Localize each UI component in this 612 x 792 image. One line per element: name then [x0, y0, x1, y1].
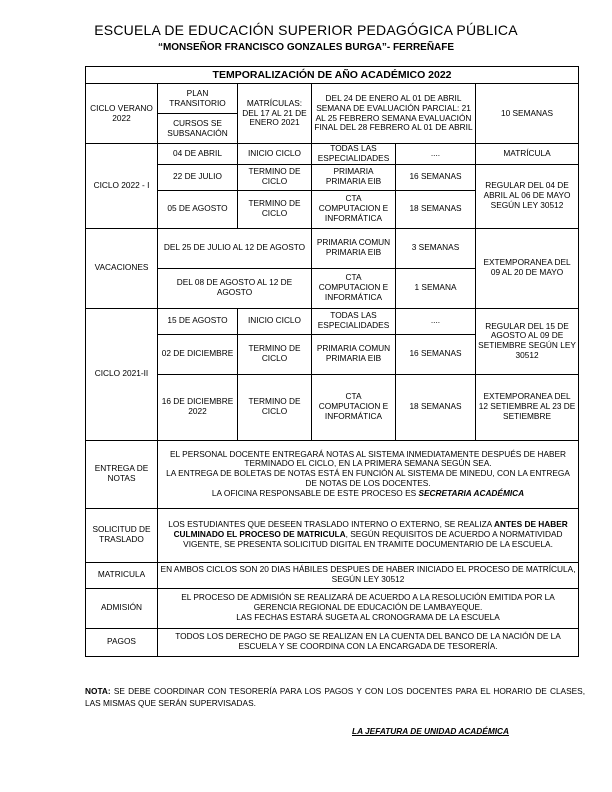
entrega-p3-text: LA OFICINA RESPONSABLE DE ESTE PROCESO ES — [211, 488, 419, 499]
ciclo1-r3-event: TERMINO DE CICLO — [238, 190, 312, 228]
ciclo2-label: CICLO 2021-II — [86, 308, 158, 440]
admision-label: ADMISIÓN — [86, 588, 158, 628]
table-title: TEMPORALIZACIÓN DE AÑO ACADÉMICO 2022 — [86, 67, 579, 84]
admision-p2: LAS FECHAS ESTARÁ SUGETA AL CRONOGRAMA DE LA ESCUELA — [236, 612, 500, 623]
ciclo2-r1-weeks: .... — [396, 308, 476, 334]
matricula-label: MATRICULA — [86, 562, 158, 588]
vacaciones-r2-weeks: 1 SEMANA — [396, 268, 476, 308]
ciclo2-r2-date: 02 DE DICIEMBRE — [158, 334, 238, 374]
admision-text — [158, 588, 579, 628]
ciclo2-r2-prog: PRIMARIA COMUN PRIMARIA EIB — [312, 334, 396, 374]
school-name: “MONSEÑOR FRANCISCO GONZALES BURGA”- FERREÑAFE — [157, 42, 455, 53]
note-text: SE DEBE COORDINAR CON TESORERÍA PARA LOS PAGOS Y CON LOS DOCENTES PARA EL HORARIO DE CLASES, LAS MISMAS QUE SERÁN SUPERVISADAS. — [85, 686, 585, 709]
note-label: NOTA: — [85, 686, 111, 696]
ciclo1-r2-prog: PRIMARIA PRIMARIA EIB — [312, 164, 396, 190]
traslado-t1: LOS ESTUDIANTES QUE DESEEN TRASLADO INTERNO O EXTERNO, SE REALIZA — [168, 519, 495, 530]
ciclo1-r3-weeks: 18 SEMANAS — [396, 190, 476, 228]
vacaciones-r2-date: DEL 08 DE AGOSTO AL 12 DE AGOSTO — [158, 268, 312, 308]
entrega-p1: EL PERSONAL DOCENTE ENTREGARÁ NOTAS AL SISTEMA INMEDIATAMENTE DESPUÉS DE HABER TERMINADO EL CICLO, EN LA PRIMERA SEMANA SEGÚN SEA. — [170, 448, 567, 469]
ciclo2-r2-event: TERMINO DE CICLO — [238, 334, 312, 374]
traslado-bold: ANTES DE HABER CULMINADO EL PROCESO DE MATRICULA — [173, 519, 568, 540]
ciclo2-r2-weeks: 16 SEMANAS — [396, 334, 476, 374]
vacaciones-r1-prog: PRIMARIA COMUN PRIMARIA EIB — [312, 228, 396, 268]
entrega-p3 — [160, 489, 576, 499]
verano-plan: PLAN TRANSITORIO — [158, 84, 238, 114]
school-title: ESCUELA DE EDUCACIÓN SUPERIOR PEDAGÓGICA PÚBLICA — [94, 22, 518, 38]
vacaciones-r1-date: DEL 25 DE JULIO AL 12 DE AGOSTO — [158, 228, 312, 268]
footer-note — [85, 685, 585, 710]
ciclo1-r1-event: INICIO CICLO — [238, 144, 312, 165]
traslado-t2: , SEGÚN REQUISITOS DE ACUERDO A NORMATIVIDAD VIGENTE, SE PRESENTA SOLICITUD DIGITAL EN TRAMITE DOCUMENTARIO DE LA ESCUELA. — [183, 529, 563, 550]
pagos-text: TODOS LOS DERECHO DE PAGO SE REALIZAN EN LA CUENTA DEL BANCO DE LA NACIÓN DE LA ESCUELA Y SE COORDINA CON LA ENCARGADA DE TESORERÍA. — [158, 628, 579, 656]
ciclo2-r1-prog: TODAS LAS ESPECIALIDADES — [312, 308, 396, 334]
traslado-label: SOLICITUD DE TRASLADO — [86, 508, 158, 562]
entrega-text — [158, 440, 579, 508]
admision-p1: EL PROCESO DE ADMISIÓN SE REALIZARÁ DE ACUERDO A LA RESOLUCIÓN EMITIDA POR LA GERENCIA REGIONAL DE EDUCACIÓN DE LAMBAYEQUE. — [181, 592, 555, 613]
entrega-p2: LA ENTREGA DE BOLETAS DE NOTAS ESTÁ EN FUNCIÓN AL SISTEMA DE MINEDU, CON LA ENTREGA DE NOTAS DE LOS DOCENTES. — [166, 468, 570, 489]
verano-weeks: 10 SEMANAS — [476, 84, 579, 144]
ciclo2-right-top: REGULAR DEL 15 DE AGOSTO AL 09 DE SETIEMBRE SEGÚN LEY 30512 — [476, 308, 579, 374]
traslado-text — [158, 508, 579, 562]
ciclo2-r3-weeks: 18 SEMANAS — [396, 374, 476, 440]
ciclo2-r3-prog: CTA COMPUTACION E INFORMÁTICA — [312, 374, 396, 440]
ciclo1-r1-date: 04 DE ABRIL — [158, 144, 238, 165]
vacaciones-r2-prog: CTA COMPUTACION E INFORMÁTICA — [312, 268, 396, 308]
ciclo2-right-bottom: EXTEMPORANEA DEL 12 SETIEMBRE AL 23 DE SETIEMBRE — [476, 374, 579, 440]
ciclo1-r3-prog: CTA COMPUTACION E INFORMÁTICA — [312, 190, 396, 228]
ciclo2-r3-date: 16 DE DICIEMBRE 2022 — [158, 374, 238, 440]
signature: LA JEFATURA DE UNIDAD ACADÉMICA — [352, 726, 510, 736]
ciclo1-label: CICLO 2022 - I — [86, 144, 158, 229]
ciclo1-r2-weeks: 16 SEMANAS — [396, 164, 476, 190]
verano-cursos: CURSOS SE SUBSANACIÓN — [158, 114, 238, 144]
ciclo2-r1-date: 15 DE AGOSTO — [158, 308, 238, 334]
schedule-table — [85, 66, 579, 657]
verano-label: CICLO VERANO 2022 — [86, 84, 158, 144]
verano-dates: DEL 24 DE ENERO AL 01 DE ABRIL SEMANA DE EVALUACIÓN PARCIAL: 21 AL 25 FEBRERO SEMANA EVALUACIÓN FINAL DEL 28 FEBRERO AL 01 DE ABRIL — [312, 84, 476, 144]
entrega-p3-bold: SECRETARIA ACADÉMICA — [418, 488, 525, 499]
ciclo1-r2-event: TERMINO DE CICLO — [238, 164, 312, 190]
ciclo1-r1-prog: TODAS LAS ESPECIALIDADES — [312, 144, 396, 165]
vacaciones-right: EXTEMPORANEA DEL 09 AL 20 DE MAYO — [476, 228, 579, 308]
ciclo1-right: REGULAR DEL 04 DE ABRIL AL 06 DE MAYO SEGÚN LEY 30512 — [476, 164, 579, 228]
ciclo1-r1-weeks: .... — [396, 144, 476, 165]
pagos-label: PAGOS — [86, 628, 158, 656]
ciclo1-r2-date: 22 DE JULIO — [158, 164, 238, 190]
ciclo2-r3-event: TERMINO DE CICLO — [238, 374, 312, 440]
ciclo1-r3-date: 05 DE AGOSTO — [158, 190, 238, 228]
ciclo1-r1-right: MATRÍCULA — [476, 144, 579, 165]
ciclo2-r1-event: INICIO CICLO — [238, 308, 312, 334]
vacaciones-r1-weeks: 3 SEMANAS — [396, 228, 476, 268]
entrega-label: ENTREGA DE NOTAS — [86, 440, 158, 508]
verano-matriculas: MATRÍCULAS: DEL 17 AL 21 DE ENERO 2021 — [238, 84, 312, 144]
vacaciones-label: VACACIONES — [86, 228, 158, 308]
matricula-text: EN AMBOS CICLOS SON 20 DIAS HÁBILES DESPUES DE HABER INICIADO EL PROCESO DE MATRÍCULA, SEGÚN LEY 30512 — [158, 562, 579, 588]
